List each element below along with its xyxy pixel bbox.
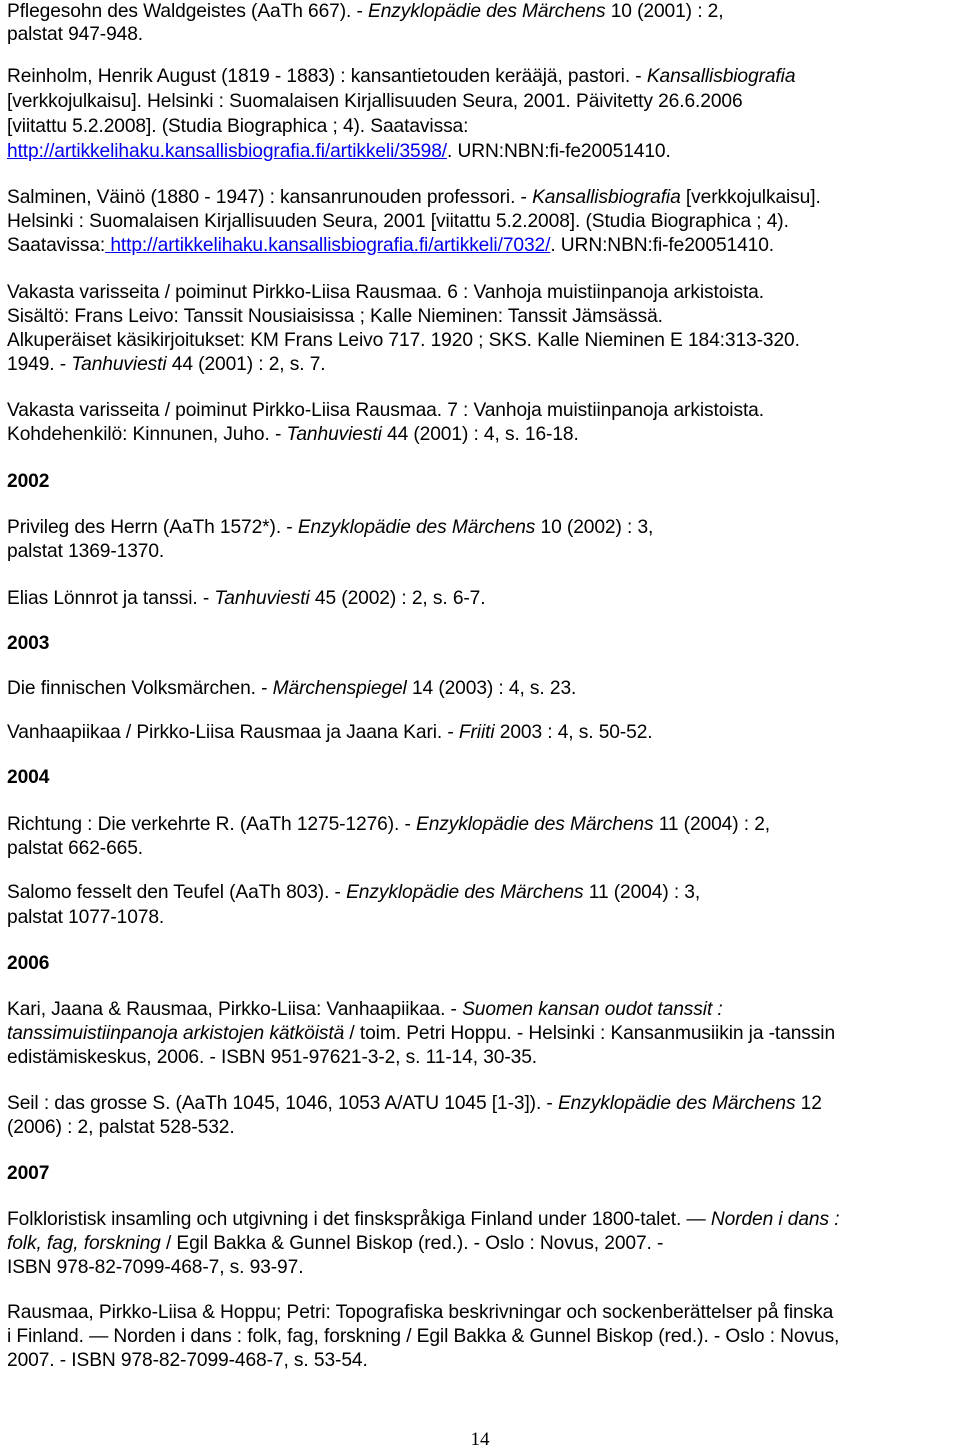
year-heading: 2003 (7, 633, 50, 654)
entry-line: Privileg des Herrn (AaTh 1572*). - Enzyklopädie des Märchens 10 (2002) : 3, (7, 517, 654, 538)
entry-line: Kohdehenkilö: Kinnunen, Juho. - Tanhuviesti 44 (2001) : 4, s. 16-18. (7, 424, 579, 445)
entry-line: Vanhaapiikaa / Pirkko-Liisa Rausmaa ja Jaana Kari. - Friiti 2003 : 4, s. 50-52. (7, 722, 653, 743)
entry-line: folk, fag, forskning / Egil Bakka & Gunnel Biskop (red.). - Oslo : Novus, 2007. - (7, 1233, 664, 1254)
entry-line: Vakasta varisseita / poiminut Pirkko-Liisa Rausmaa. 6 : Vanhoja muistiinpanoja arkistoista. (7, 282, 764, 303)
year-heading: 2002 (7, 471, 50, 492)
year-heading: 2004 (7, 767, 50, 788)
entry-line: tanssimuistiinpanoja arkistojen kätköistä / toim. Petri Hoppu. - Helsinki : Kansanmusiikin ja -tanssin (7, 1023, 836, 1044)
entry-line: [viitattu 5.2.2008]. (Studia Biographica ; 4). Saatavissa: (7, 116, 469, 137)
entry-line: Die finnischen Volksmärchen. - Märchenspiegel 14 (2003) : 4, s. 23. (7, 678, 577, 699)
entry-line: Vakasta varisseita / poiminut Pirkko-Liisa Rausmaa. 7 : Vanhoja muistiinpanoja arkistoista. (7, 400, 764, 421)
entry-line: http://artikkelihaku.kansallisbiografia.fi/artikkeli/3598/. URN:NBN:fi-fe20051410. (7, 141, 671, 162)
entry-line: 2007. - ISBN 978-82-7099-468-7, s. 53-54. (7, 1350, 368, 1371)
entry-line: palstat 662-665. (7, 838, 144, 859)
entry-line: palstat 1077-1078. (7, 907, 165, 928)
entry-line: (2006) : 2, palstat 528-532. (7, 1117, 235, 1138)
entry-line: Sisältö: Frans Leivo: Tanssit Nousiaisissa ; Kalle Nieminen: Tanssit Jämsässä. (7, 306, 663, 327)
biography-link[interactable]: http://artikkelihaku.kansallisbiografia.fi/artikkeli/3598/ (7, 141, 448, 162)
entry-line: Richtung : Die verkehrte R. (AaTh 1275-1276). - Enzyklopädie des Märchens 11 (2004) : 2, (7, 814, 771, 835)
entry-line: ISBN 978-82-7099-468-7, s. 93-97. (7, 1257, 304, 1278)
entry-line: Rausmaa, Pirkko-Liisa & Hoppu; Petri: Topografiska beskrivningar och sockenberättelser på finska (7, 1302, 834, 1323)
entry-line: Reinholm, Henrik August (1819 - 1883) : kansantietouden kerääjä, pastori. - Kansallisbiografia (7, 66, 796, 87)
entry-line: Helsinki : Suomalaisen Kirjallisuuden Seura, 2001 [viitattu 5.2.2008]. (Studia Biographica ; 4). (7, 211, 789, 232)
entry-line: [verkkojulkaisu]. Helsinki : Suomalaisen Kirjallisuuden Seura, 2001. Päivitetty 26.6.2006 (7, 91, 743, 112)
entry-line: Salomo fesselt den Teufel (AaTh 803). - Enzyklopädie des Märchens 11 (2004) : 3, (7, 882, 701, 903)
page-number: 14 (470, 1429, 490, 1450)
entry-line: palstat 1369-1370. (7, 541, 165, 562)
entry-line: Saatavissa: http://artikkelihaku.kansallisbiografia.fi/artikkeli/7032/. URN:NBN:fi-fe20051410. (7, 235, 775, 256)
entry-line: Seil : das grosse S. (AaTh 1045, 1046, 1053 A/ATU 1045 [1-3]). - Enzyklopädie des Märchens 12 (7, 1093, 822, 1114)
entry-line: Pflegesohn des Waldgeistes (AaTh 667). - Enzyklopädie des Märchens 10 (2001) : 2, (7, 1, 724, 22)
entry-line: Elias Lönnrot ja tanssi. - Tanhuviesti 45 (2002) : 2, s. 6-7. (7, 588, 486, 609)
entry-line: edistämiskeskus, 2006. - ISBN 951-97621-3-2, s. 11-14, 30-35. (7, 1047, 538, 1068)
entry-line: palstat 947-948. (7, 24, 144, 45)
entry-line: 1949. - Tanhuviesti 44 (2001) : 2, s. 7. (7, 354, 326, 375)
biography-link[interactable]: http://artikkelihaku.kansallisbiografia.fi/artikkeli/7032/ (110, 235, 551, 256)
entry-line: Folkloristisk insamling och utgivning i det finskspråkiga Finland under 1800-talet. — Norden i dans : (7, 1209, 840, 1230)
entry-line: Alkuperäiset käsikirjoitukset: KM Frans Leivo 717. 1920 ; SKS. Kalle Nieminen E 184:313-320. (7, 330, 800, 351)
entry-line: Kari, Jaana & Rausmaa, Pirkko-Liisa: Vanhaapiikaa. - Suomen kansan oudot tanssit : (7, 999, 723, 1020)
year-heading: 2007 (7, 1163, 50, 1184)
entry-line: i Finland. — Norden i dans : folk, fag, forskning / Egil Bakka & Gunnel Biskop (red.). - Oslo : Novus, (7, 1326, 840, 1347)
year-heading: 2006 (7, 953, 50, 974)
entry-line: Salminen, Väinö (1880 - 1947) : kansanrunouden professori. - Kansallisbiografia [verkkojulkaisu]. (7, 187, 821, 208)
